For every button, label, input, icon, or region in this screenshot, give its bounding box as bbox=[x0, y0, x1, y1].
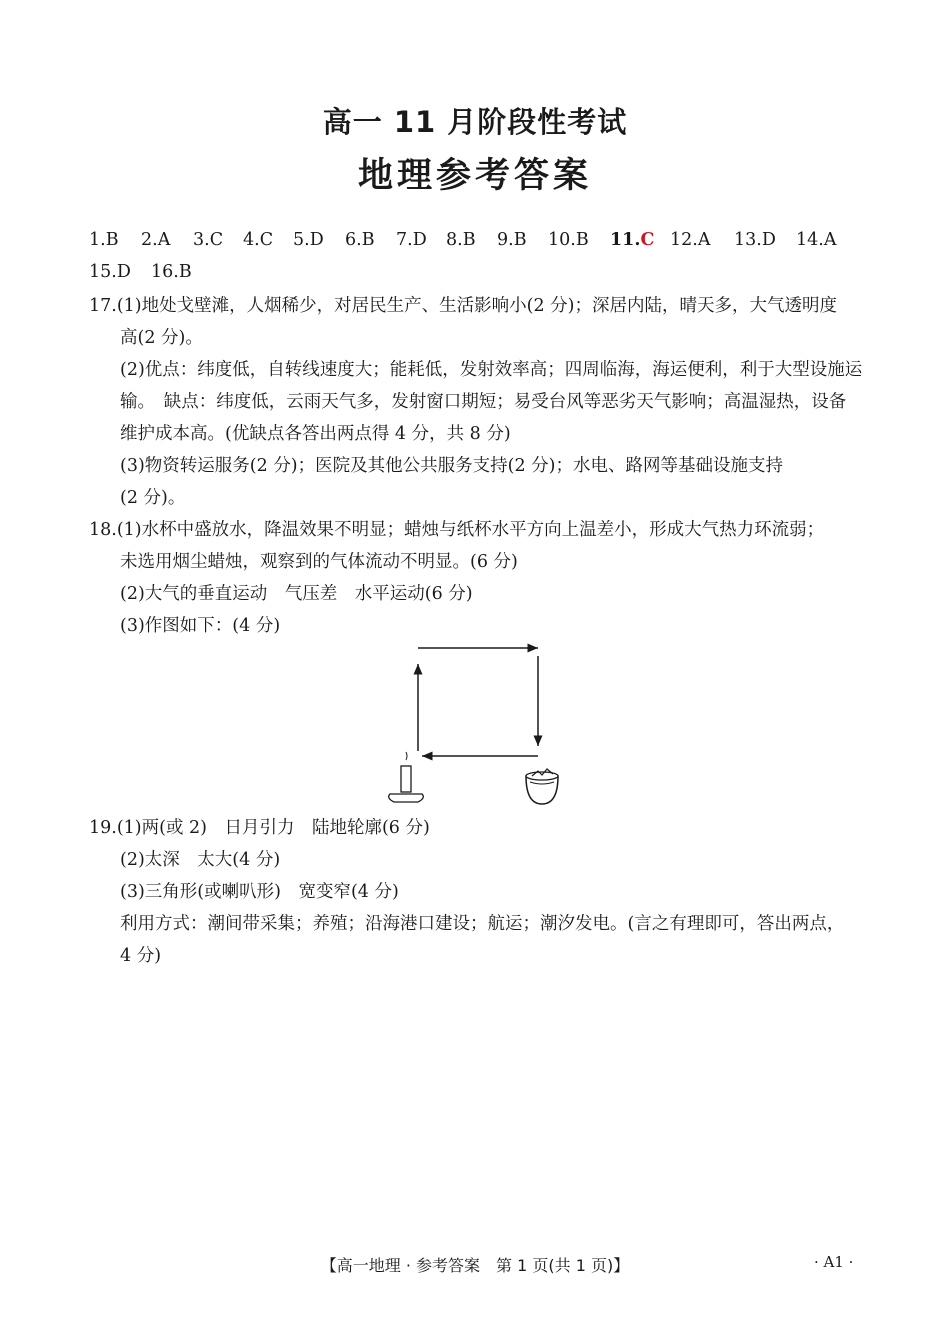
q17-line-5: 维护成本高。(优缺点各答出两点得 4 分，共 8 分) bbox=[120, 424, 511, 444]
q17-line-1: 17.(1)地处戈壁滩，人烟稀少，对居民生产、生活影响小(2 分)；深居内陆，晴天多，大气透明度 bbox=[89, 296, 837, 316]
q19-line-2: (2)太深 太大(4 分) bbox=[120, 850, 281, 870]
choice-3: 3.C bbox=[193, 230, 224, 250]
page-footer: 【高一地理 · 参考答案 第 1 页(共 1 页)】 bbox=[320, 1256, 630, 1275]
choice-11 bbox=[610, 230, 654, 250]
q17-line-7: (2 分)。 bbox=[120, 488, 186, 508]
q18-line-2: 未选用烟尘蜡烛，观察到的气体流动不明显。(6 分) bbox=[120, 552, 518, 572]
q18-line-1: 18.(1)水杯中盛放水，降温效果不明显；蜡烛与纸杯水平方向上温差小，形成大气热力环流弱； bbox=[89, 520, 825, 540]
choice-10: 10.B bbox=[548, 230, 589, 250]
choice-13: 13.D bbox=[734, 230, 776, 250]
choice-16: 16.B bbox=[151, 262, 192, 282]
q18-line-4: (3)作图如下：(4 分) bbox=[120, 616, 281, 636]
exam-title: 高一 11 月阶段性考试 bbox=[322, 105, 628, 139]
choice-5: 5.D bbox=[293, 230, 324, 250]
cup-icon bbox=[526, 769, 558, 804]
choice-15: 15.D bbox=[89, 262, 131, 282]
answer-key-title: 地理参考答案 bbox=[357, 156, 592, 196]
q19-line-1: 19.(1)两(或 2) 日月引力 陆地轮廓(6 分) bbox=[89, 818, 430, 838]
thermal-circulation-diagram bbox=[380, 636, 580, 811]
choice-12: 12.A bbox=[670, 230, 711, 250]
q17-line-6: (3)物资转运服务(2 分)；医院及其他公共服务支持(2 分)；水电、路网等基础设施支持 bbox=[120, 456, 783, 476]
q19-line-3: (3)三角形(或喇叭形) 宽变窄(4 分) bbox=[120, 882, 399, 902]
choice-14: 14.A bbox=[796, 230, 837, 250]
choice-9: 9.B bbox=[497, 230, 527, 250]
page-code: · A1 · bbox=[814, 1253, 854, 1271]
q19-line-4: 利用方式：潮间带采集；养殖；沿海港口建设；航运；潮汐发电。(言之有理即可，答出两点， bbox=[120, 914, 845, 934]
q17-line-4: 输。 缺点：纬度低，云雨天气多，发射窗口期短；易受台风等恶劣天气影响；高温湿热，设备 bbox=[120, 392, 847, 412]
q18-line-3: (2)大气的垂直运动 气压差 水平运动(6 分) bbox=[120, 584, 473, 604]
choice-6: 6.B bbox=[345, 230, 375, 250]
choice-7: 7.D bbox=[396, 230, 427, 250]
choice-11-answer: C bbox=[640, 230, 655, 250]
choice-8: 8.B bbox=[446, 230, 476, 250]
q19-line-5: 4 分) bbox=[120, 946, 162, 966]
choice-4: 4.C bbox=[243, 230, 274, 250]
choice-11-number: 11. bbox=[610, 230, 641, 250]
choice-1: 1.B bbox=[89, 230, 119, 250]
choice-2: 2.A bbox=[141, 230, 171, 250]
q17-line-2: 高(2 分)。 bbox=[120, 328, 203, 348]
candle-icon bbox=[389, 752, 424, 802]
q17-line-3: (2)优点：纬度低，自转线速度大；能耗低，发射效率高；四周临海，海运便利，利于大型设施运 bbox=[120, 360, 863, 380]
